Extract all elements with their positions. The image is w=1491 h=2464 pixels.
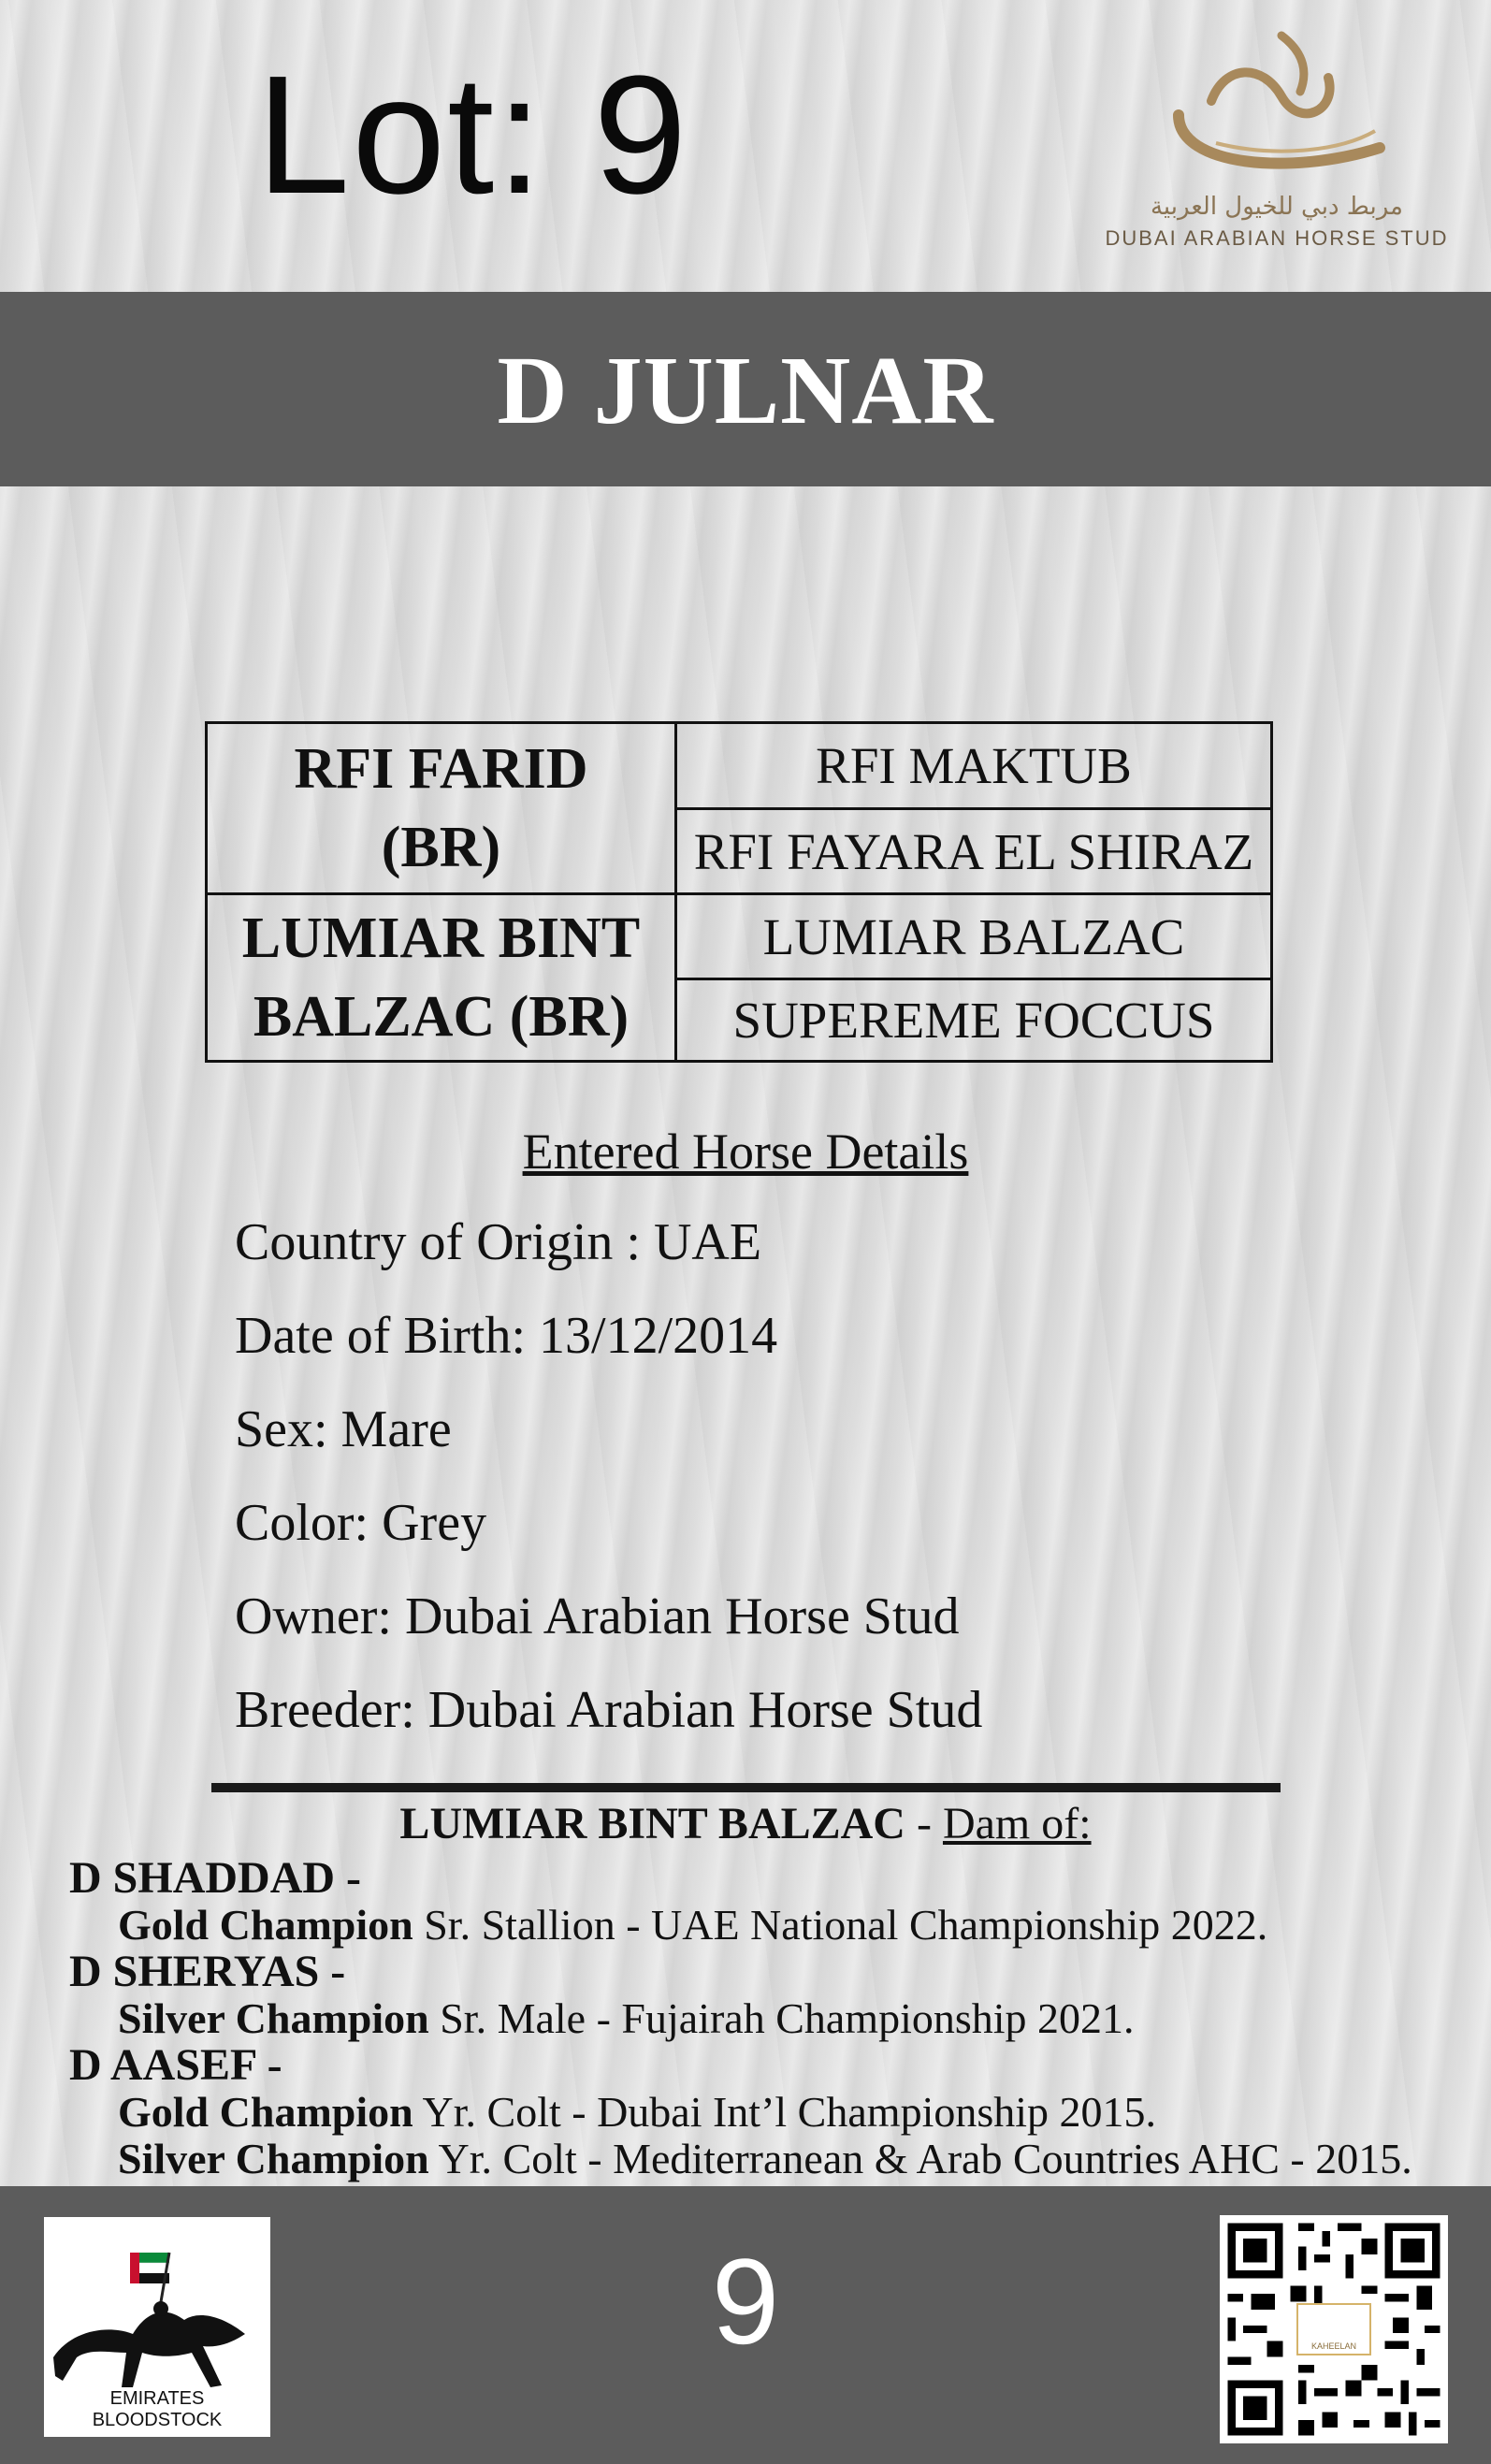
detail-breeder: Breeder: Dubai Arabian Horse Stud: [235, 1681, 983, 1739]
qr-code[interactable]: [1220, 2215, 1448, 2443]
qr-badge-text: KAHEELAN: [1310, 2341, 1357, 2351]
horse-name: D JULNAR: [497, 337, 994, 444]
award-title: Silver Champion: [118, 1994, 429, 2042]
qr-center-badge: [1296, 2303, 1371, 2355]
emirates-bloodstock-caption: EMIRATES BLOODSTOCK: [92, 2388, 223, 2430]
pedigree-sire-sire: RFI MAKTUB: [677, 724, 1270, 810]
pedigree-sire-name: RFI FARID: [294, 737, 588, 801]
award-detail: Yr. Colt - Dubai Int’l Championship 2015.: [413, 2088, 1157, 2136]
pedigree-dam-name-line1: LUMIAR BINT: [241, 906, 641, 970]
progeny-award: [118, 1899, 1267, 1951]
detail-color: Color: Grey: [235, 1494, 487, 1552]
progeny-name: D SHADDAD -: [69, 1853, 361, 1903]
lot-label: Lot: 9: [256, 41, 689, 229]
award-title: Silver Champion: [118, 2135, 429, 2182]
pedigree-sire: [208, 724, 677, 895]
dam-of-separator: -: [905, 1799, 943, 1848]
detail-sex: Sex: Mare: [235, 1400, 452, 1458]
footer-band: [0, 2186, 1491, 2464]
pedigree-table: [205, 721, 1273, 1063]
progeny-name: D SHERYAS -: [69, 1947, 346, 1996]
details-heading: Entered Horse Details: [522, 1123, 969, 1180]
dam-of-dam-name: LUMIAR BINT BALZAC: [399, 1799, 905, 1848]
section-divider: [211, 1783, 1281, 1792]
award-detail: Sr. Stallion - UAE National Championship 2022.: [413, 1901, 1268, 1949]
progeny-award: [118, 1993, 1135, 2045]
pedigree-dam-dam: SUPEREME FOCCUS: [732, 992, 1215, 1049]
stud-emblem-icon: [1160, 26, 1394, 190]
progeny-name: D AASEF -: [69, 2040, 282, 2090]
detail-dob: Date of Birth: 13/12/2014: [235, 1307, 778, 1365]
progeny-award: [118, 2086, 1156, 2138]
detail-owner: Owner: Dubai Arabian Horse Stud: [235, 1587, 960, 1645]
pedigree-dam-sire: LUMIAR BALZAC: [677, 895, 1270, 980]
stud-name-english: DUBAI ARABIAN HORSE STUD: [1105, 226, 1449, 250]
dubai-arabian-horse-stud-logo: [1094, 26, 1459, 260]
stud-name-arabic: مربط دبي للخيول العربية: [1150, 193, 1403, 221]
award-title: Gold Champion: [118, 1901, 413, 1949]
footer-lot-number: 9: [711, 2233, 780, 2370]
pedigree-sire-origin: (BR): [381, 816, 501, 879]
pedigree-dam-name-line2: BALZAC (BR): [253, 985, 630, 1049]
dam-of-label: Dam of:: [942, 1799, 1092, 1848]
pedigree-dam: [208, 895, 677, 1060]
award-detail: Sr. Male - Fujairah Championship 2021.: [428, 1994, 1135, 2042]
progeny-award: [118, 2133, 1412, 2185]
award-title: Gold Champion: [118, 2088, 413, 2136]
pedigree-sire-dam: RFI FAYARA EL SHIRAZ: [677, 810, 1270, 895]
award-detail: Yr. Colt - Mediterranean & Arab Countries AHC - 2015.: [428, 2135, 1412, 2182]
horse-name-band: [0, 292, 1491, 486]
dam-of-heading: [0, 1798, 1491, 1850]
detail-country: Country of Origin : UAE: [235, 1213, 762, 1271]
